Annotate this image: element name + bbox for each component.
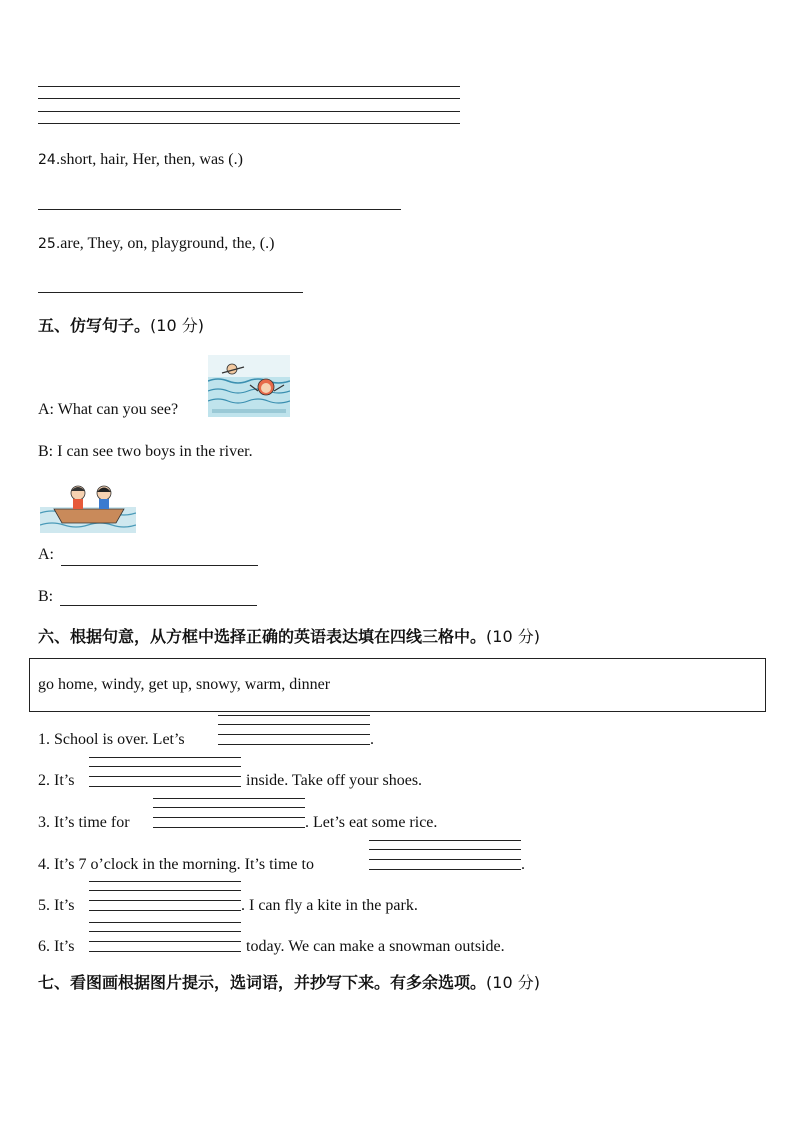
item-5-before: 5. It’s [38, 897, 75, 914]
sentence-a: A: What can you see? [38, 401, 179, 418]
four-line-blank-3[interactable] [153, 798, 305, 828]
section-5-title: 五、仿写句子。(10 分) [38, 316, 204, 335]
question-number: 25. [38, 236, 61, 252]
question-24 [38, 150, 243, 170]
four-line-blank-1[interactable] [218, 715, 370, 745]
answer-a-label: A: [38, 546, 54, 563]
item-5-after: . I can fly a kite in the park. [241, 897, 418, 914]
answer-line-25[interactable] [38, 292, 303, 293]
item-6-after: today. We can make a snowman outside. [246, 938, 505, 955]
item-2-after: inside. Take off your shoes. [246, 772, 423, 789]
item-4-after: . [521, 856, 525, 873]
item-2-before: 2. It’s [38, 772, 75, 789]
question-words: are, They, on, playground, the, (.) [60, 235, 275, 252]
four-line-blank-2[interactable] [89, 757, 241, 787]
question-25 [38, 234, 274, 254]
word-box-text: go home, windy, get up, snowy, warm, dinner [38, 676, 331, 693]
item-4-before: 4. It’s 7 o’clock in the morning. It’s time to [38, 856, 314, 873]
swimming-boys-image [208, 355, 290, 417]
section-6-title: 六、根据句意，从方框中选择正确的英语表达填在四线三格中。(10 分) [38, 627, 540, 646]
four-line-blank-6[interactable] [89, 922, 241, 952]
four-line-blank-4[interactable] [369, 840, 521, 870]
question-number: 24. [38, 152, 61, 168]
answer-b-label: B: [38, 588, 54, 605]
item-1-after: . [370, 731, 374, 748]
item-1-before: 1. School is over. Let’s [38, 731, 185, 748]
sentence-b: B: I can see two boys in the river. [38, 443, 253, 460]
answer-a-line[interactable] [61, 565, 258, 566]
four-line-blank-5[interactable] [89, 881, 241, 911]
item-6-before: 6. It’s [38, 938, 75, 955]
answer-line-24[interactable] [38, 209, 401, 210]
item-3-before: 3. It’s time for [38, 814, 130, 831]
four-line-writing-area-top[interactable] [38, 86, 460, 126]
question-words: short, hair, Her, then, was (.) [60, 151, 243, 168]
boat-children-image [40, 481, 136, 533]
item-3-after: . Let’s eat some rice. [305, 814, 438, 831]
section-7-title: 七、看图画根据图片提示，选词语，并抄写下来。有多余选项。(10 分) [38, 973, 540, 992]
answer-b-line[interactable] [60, 605, 257, 606]
